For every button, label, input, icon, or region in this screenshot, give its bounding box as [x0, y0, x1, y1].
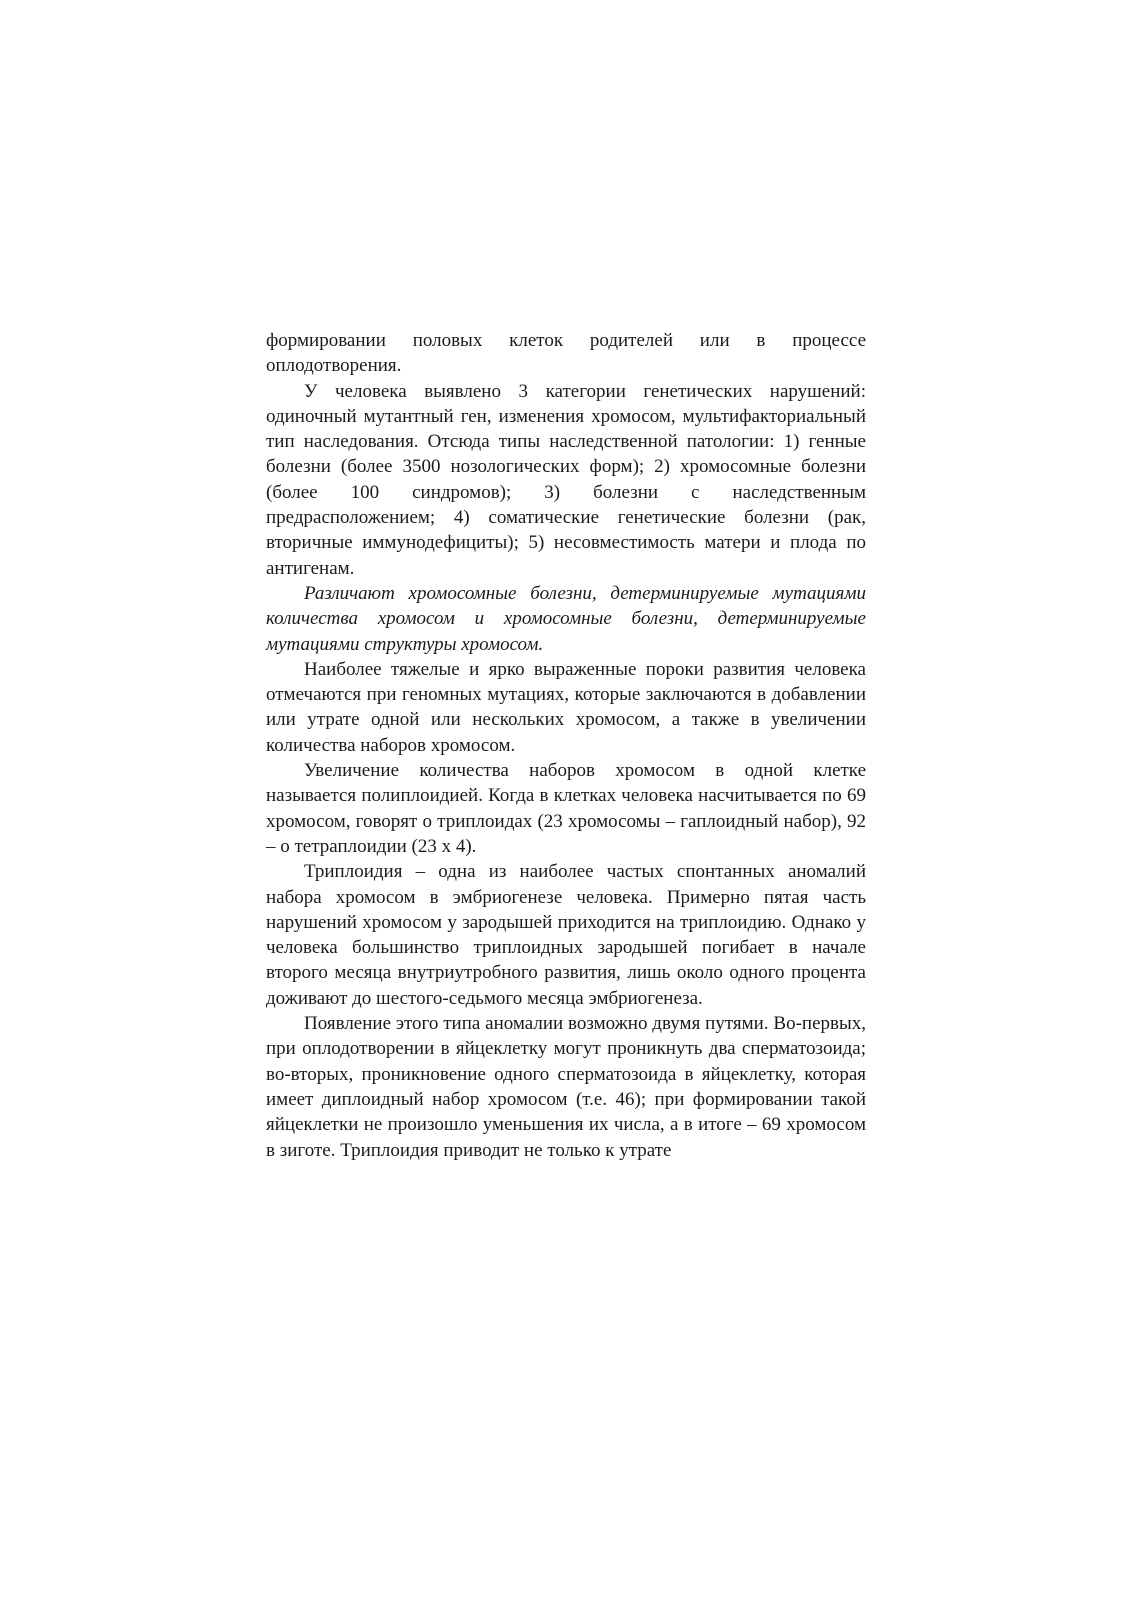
paragraph-triploidy: Триплоидия – одна из наиболее частых спонтанных аномалий набора хромосом в эмбриогенезе человека. Примерно пятая часть нарушений хромосом у зародышей приходится на триплоидию. Однако у человека большинство триплоидных зародышей погибает в начале второго месяца внутриутробного развития, лишь около одного процента доживают до шестого-седьмого месяца эмбриогенеза. [266, 861, 866, 1009]
paragraph-chromosomal-diseases-italic: Различают хромосомные болезни, детерминируемые мутациями количества хромосом и хромосомные болезни, детерминируемые мутациями структуры хромосом. [266, 582, 866, 655]
paragraph-genomic-mutations: Наиболее тяжелые и ярко выраженные пороки развития человека отмечаются при геномных мутациях, которые заключаются в добавлении или утрате одной или нескольких хромосом, а также в увеличении количества наборов хромосом. [266, 658, 866, 756]
body-text [266, 328, 866, 1163]
paragraph-polyploidy: Увеличение количества наборов хромосом в одной клетке называется полиплоидией. Когда в клетках человека насчитывается по 69 хромосом, говорят о триплоидах (23 хромосомы – гаплоидный набор), 92 – о тетраплоидии (23 х 4). [266, 760, 866, 857]
paragraph-continuation: формировании половых клеток родителей или в процессе оплодотворения. [266, 330, 866, 377]
paragraph-anomaly-origin: Появление этого типа аномалии возможно двумя путями. Во-первых, при оплодотворении в яйцеклетку могут проникнуть два сперматозоида; во-вторых, проникновение одного сперматозоида в яйцеклетку, которая имеет диплоидный набор хромосом (т.е. 46); при формировании такой яйцеклетки не произошло уменьшения их числа, а в итоге – 69 хромосом в зиготе. Триплоидия приводит не только к утрате [266, 1013, 866, 1161]
paragraph-genetic-categories: У человека выявлено 3 категории генетических нарушений: одиночный мутантный ген, изменения хромосом, мультифакториальный тип наследования. Отсюда типы наследственной патологии: 1) генные болезни (более 3500 нозологических форм); 2) хромосомные болезни (более 100 синдромов); 3) болезни с наследственным предрасположением; 4) соматические генетические болезни (рак, вторичные иммунодефициты); 5) несовместимость матери и плода по антигенам. [266, 380, 866, 579]
